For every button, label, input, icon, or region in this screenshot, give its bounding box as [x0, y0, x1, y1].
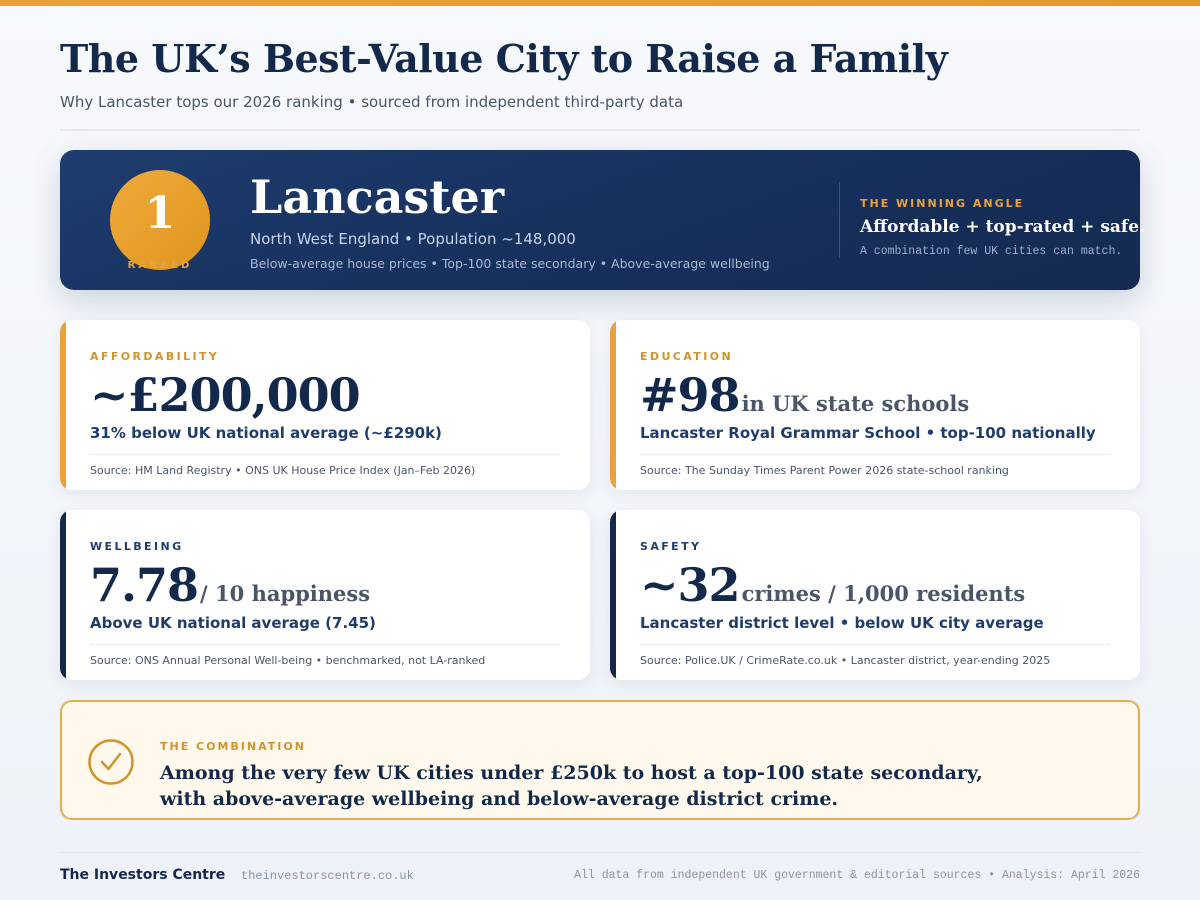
affordability-card: [60, 320, 590, 490]
footer-note: All data from independent UK government & editorial sources • Analysis: April 2026: [574, 869, 1140, 882]
combination-line-2: with above-average wellbeing and below-average district crime.: [160, 788, 839, 810]
winning-angle-eyebrow: THE WINNING ANGLE: [860, 197, 1025, 210]
card-metric: [90, 368, 362, 422]
card-eyebrow: SAFETY: [640, 540, 702, 553]
page-subtitle: Why Lancaster tops our 2026 ranking • sourced from independent third-party data: [60, 93, 684, 111]
card-metric: [640, 368, 969, 422]
combination-line-1: Among the very few UK cities under £250k to host a top-100 state secondary,: [160, 762, 983, 784]
metric-value: #98: [640, 368, 740, 422]
rank-number: 1: [144, 188, 176, 239]
card-description: Lancaster Royal Grammar School • top-100 nationally: [640, 424, 1096, 442]
card-eyebrow: WELLBEING: [90, 540, 184, 553]
combination-text: [160, 760, 1100, 812]
metric-value: 7.78: [90, 558, 199, 612]
card-accent-bar: [610, 320, 616, 490]
metric-unit: crimes / 1,000 residents: [741, 581, 1026, 606]
hero-divider: [839, 182, 840, 258]
metric-value: ~£200,000: [90, 368, 360, 422]
winning-angle-title: Affordable + top-rated + safe.: [860, 217, 1145, 237]
card-source: Source: ONS Annual Personal Well-being • benchmarked, not LA-ranked: [90, 654, 486, 667]
combination-callout: [60, 700, 1140, 820]
card-accent-bar: [60, 320, 66, 490]
metric-unit: / 10 happiness: [200, 581, 371, 606]
metric-unit: in UK state schools: [741, 391, 970, 416]
hero-banner: [60, 150, 1145, 290]
card-eyebrow: EDUCATION: [640, 350, 734, 363]
card-divider: [640, 644, 1110, 645]
city-meta: North West England • Population ~148,000: [250, 230, 576, 248]
safety-card: [610, 510, 1140, 680]
wellbeing-card: [60, 510, 590, 680]
header-divider: [60, 129, 1140, 131]
check-circle-icon: [87, 738, 135, 786]
card-description: Above UK national average (7.45): [90, 614, 376, 632]
card-accent-bar: [60, 510, 66, 680]
footer-url-link[interactable]: theinvestorscentre.co.uk: [241, 869, 414, 883]
card-accent-bar: [610, 510, 616, 680]
card-description: Lancaster district level • below UK city average: [640, 614, 1044, 632]
card-divider: [90, 644, 560, 645]
footer-brand: The Investors Centre: [60, 867, 226, 883]
footer-divider: [60, 852, 1140, 853]
card-description: 31% below UK national average (~£290k): [90, 424, 442, 442]
card-source: Source: Police.UK / CrimeRate.co.uk • Lancaster district, year-ending 2025: [640, 654, 1051, 667]
rank-label: RANKED: [127, 260, 193, 271]
card-metric: [640, 558, 1025, 612]
metric-value: ~32: [640, 558, 740, 612]
page-title: The UK’s Best-Value City to Raise a Family: [60, 36, 948, 81]
top-accent-bar: [0, 0, 1200, 6]
city-name: Lancaster: [250, 170, 505, 224]
card-divider: [90, 454, 560, 455]
rank-badge: [110, 170, 210, 270]
education-card: [610, 320, 1140, 490]
winning-angle-subtitle: A combination few UK cities can match.: [860, 245, 1123, 258]
card-divider: [640, 454, 1110, 455]
card-source: Source: HM Land Registry • ONS UK House Price Index (Jan–Feb 2026): [90, 464, 476, 477]
card-source: Source: The Sunday Times Parent Power 2026 state-school ranking: [640, 464, 1009, 477]
card-metric: [90, 558, 370, 612]
card-eyebrow: AFFORDABILITY: [90, 350, 220, 363]
combination-eyebrow: THE COMBINATION: [160, 740, 306, 753]
city-tags: Below-average house prices • Top-100 state secondary • Above-average wellbeing: [250, 256, 770, 271]
